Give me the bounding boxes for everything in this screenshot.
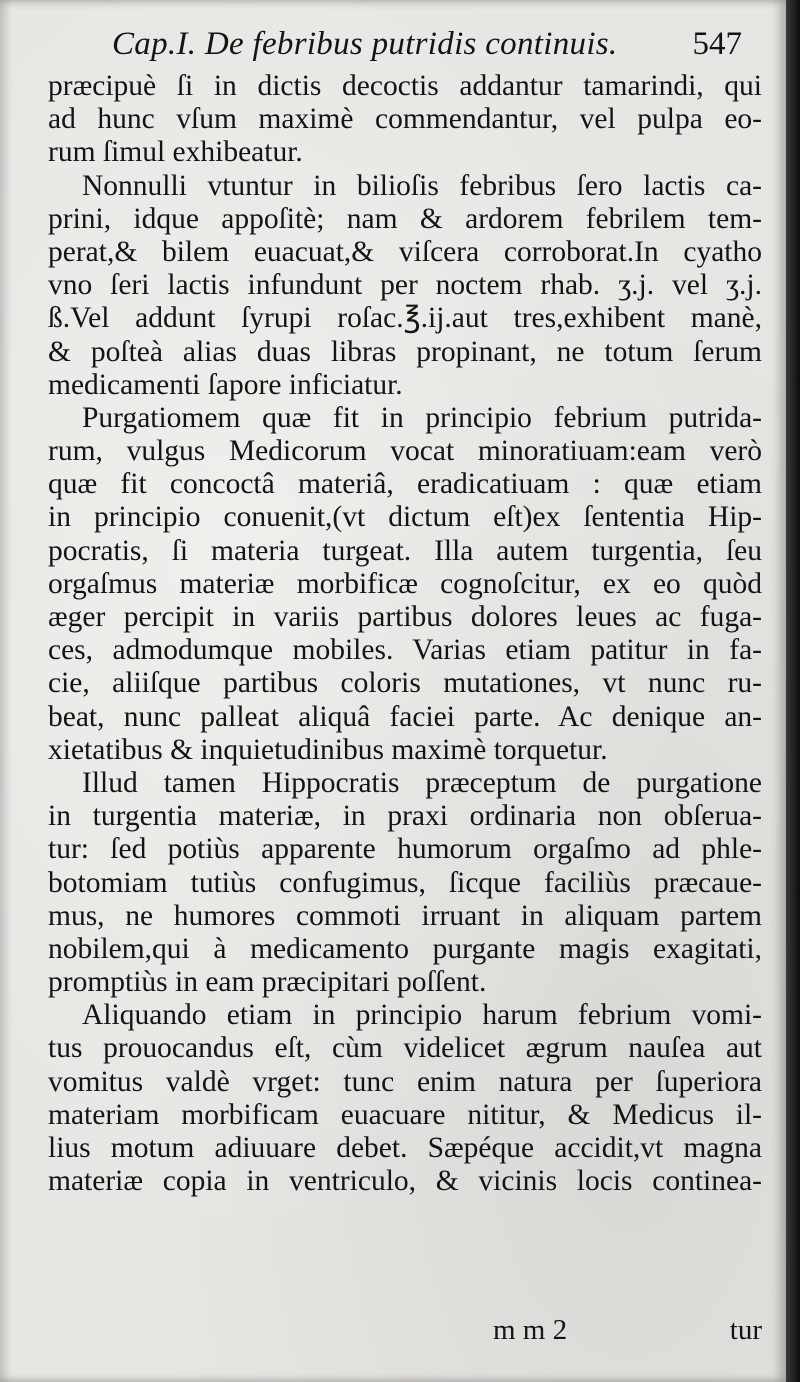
text-line: Nonnulli vtuntur in bilioſis febribus ſero lactis ca- <box>82 169 762 202</box>
text-line: orgaſmus materiæ morbificæ cognoſcitur, ex eo quòd <box>48 567 762 600</box>
text-line: xietatibus & inquietudinibus maximè torquetur. <box>48 733 608 766</box>
catchword: tur <box>729 1314 762 1346</box>
text-line: lius motum adiuuare debet. Sæpéque accidit,vt magna <box>48 1132 762 1164</box>
text-line: mus, ne humores commoti irruant in aliquam partem <box>48 899 762 932</box>
signature-mark: m m 2 <box>493 1314 568 1346</box>
text-line: ß.Vel addunt ſyrupi roſac.℥.ij.aut tres,exhibent manè, <box>48 302 762 335</box>
text-line: vno ſeri lactis infundunt per noctem rhab. ʒ.j. vel ʒ.j. <box>48 269 762 302</box>
text-line: promptiùs in eam præcipitari poſſent. <box>48 966 487 999</box>
text-line: ces, admodumque mobiles. Varias etiam patitur in fa- <box>48 634 762 667</box>
text-line: nobilem,qui à medicamento purgante magis exagitati, <box>48 932 762 965</box>
text-line: materiam morbificam euacuare nititur, & Medicus il- <box>48 1098 762 1131</box>
text-line: tur: ſed potiùs apparente humorum orgaſmo ad phle- <box>48 833 762 866</box>
text-line: Illud tamen Hippocratis præceptum de purgatione <box>82 766 762 799</box>
text-line: præcipuè ſi in dictis decoctis addantur tamarindi, qui <box>48 70 762 102</box>
text-line: medicamenti ſapore inficiatur. <box>48 368 403 401</box>
text-line: Aliquando etiam in principio harum febrium vomi- <box>82 999 762 1032</box>
text-line: cie, aliiſque partibus coloris mutationes, vt nunc ru- <box>48 667 762 700</box>
text-line: in principio conuenit,(vt dictum eſt)ex ſententia Hip- <box>48 501 762 534</box>
text-line: botomiam tutiùs confugimus, ſicque faciliùs præcaue- <box>48 866 762 899</box>
text-line: materiæ copia in ventriculo, & vicinis locis continea- <box>48 1165 762 1198</box>
text-line: beat, nunc palleat aliquâ faciei parte. Ac denique an- <box>48 700 762 733</box>
text-line: in turgentia materiæ, in praxi ordinaria non obſerua- <box>48 800 762 833</box>
text-line: rum ſimul exhibeatur. <box>48 136 303 169</box>
text-line: ad hunc vſum maximè commendantur, vel pulpa eo- <box>48 103 762 136</box>
running-head <box>112 22 742 66</box>
text-line: vomitus valdè vrget: tunc enim natura per ſuperiora <box>48 1065 762 1098</box>
page-footer <box>48 1314 762 1350</box>
text-line: prini, idque appoſitè; nam & ardorem febrilem tem- <box>48 202 762 235</box>
body-text <box>48 70 762 1198</box>
text-line: & poſteà alias duas libras propinant, ne totum ſerum <box>48 335 762 368</box>
page-number: 547 <box>692 26 742 62</box>
text-line: perat,& bilem euacuat,& viſcera corroborat.In cyatho <box>48 235 762 268</box>
text-line: æger percipit in variis partibus dolores leues ac fuga- <box>48 601 762 633</box>
text-line: quæ fit concoctâ materiâ, eradicatiuam : quæ etiam <box>48 468 762 501</box>
text-line: pocratis, ſi materia turgeat. Illa autem turgentia, ſeu <box>48 534 762 567</box>
running-title: Cap.I. De febribus putridis continuis. <box>112 26 618 62</box>
text-line: tus prouocandus eſt, cùm videlicet ægrum nauſea aut <box>48 1032 762 1065</box>
page-edge-shadow <box>786 0 800 1382</box>
text-line: rum, vulgus Medicorum vocat minoratiuam:eam verò <box>48 435 762 468</box>
text-line: Purgatiomem quæ fit in principio febrium putrida- <box>82 401 762 434</box>
